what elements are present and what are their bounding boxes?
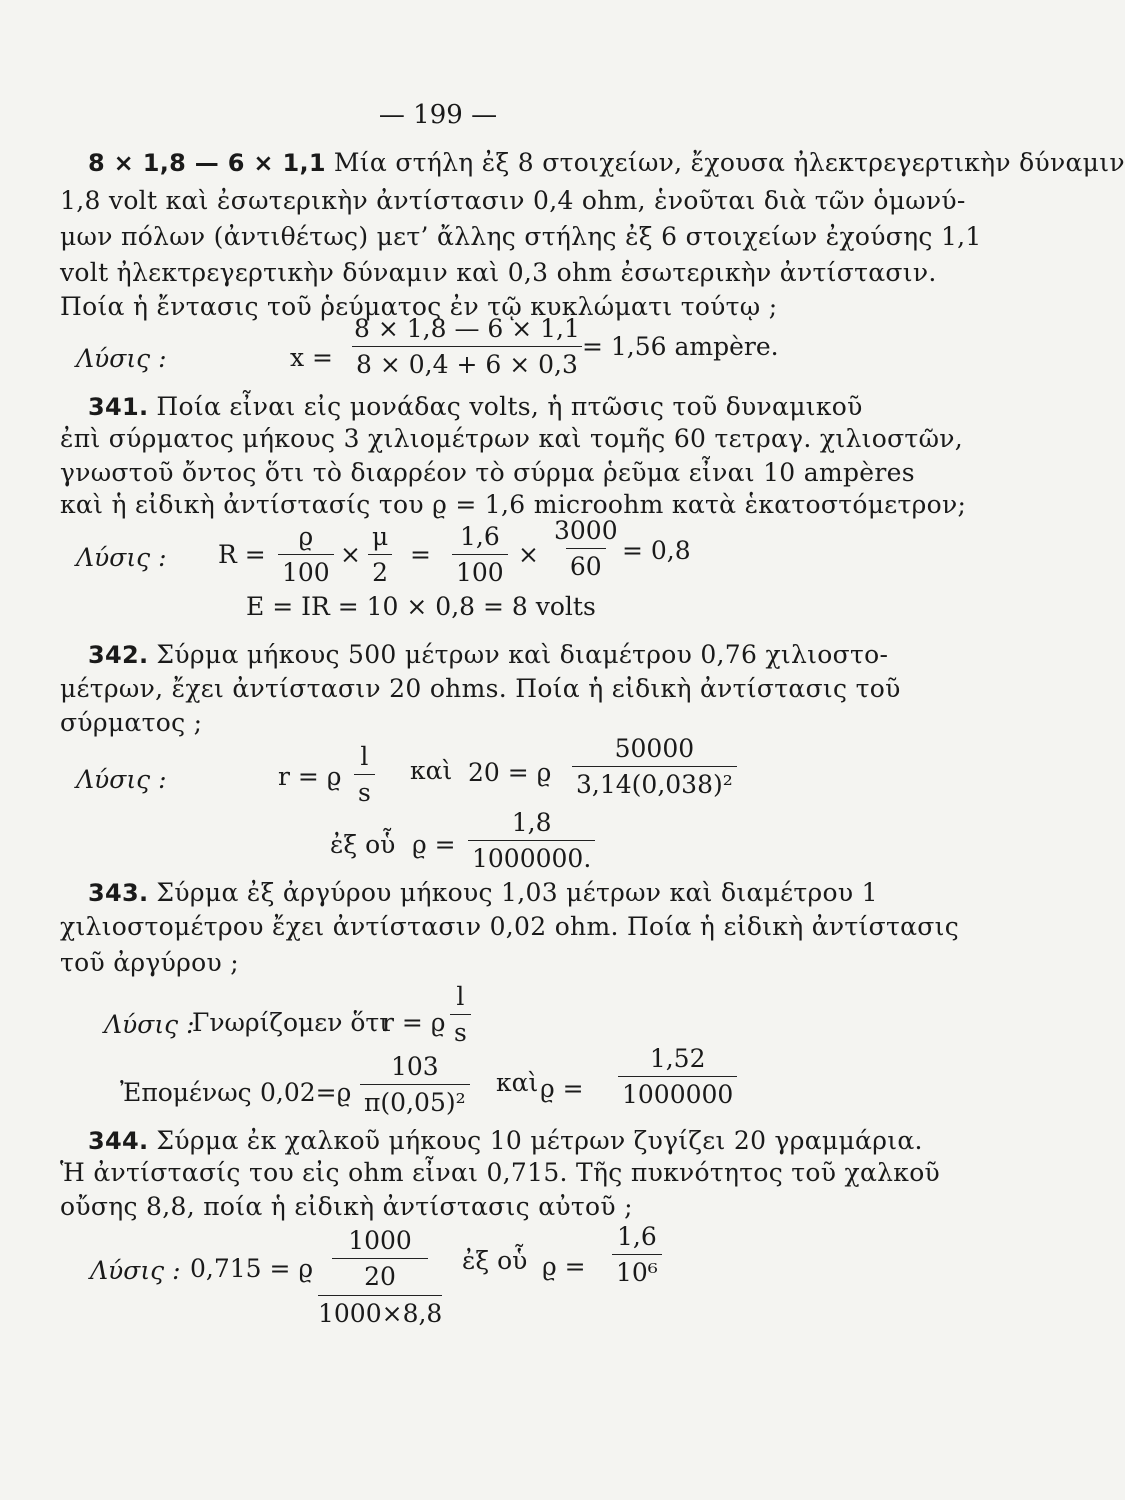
equation-lhs: r = ϱ xyxy=(382,1008,446,1037)
problem-number: 8 × 1,8 — 6 × 1,1 xyxy=(88,149,326,177)
numerator: 103 xyxy=(390,1052,439,1081)
equation-lhs: 0,715 = ϱ xyxy=(190,1254,314,1283)
equation-lhs: ϱ = xyxy=(542,1252,586,1281)
problem-343-line-3: τοῦ ἀργύρου ; xyxy=(60,948,239,977)
problem-340-line-4: volt ἠλεκτρεγερτικὴν δύναμιν καὶ 0,3 ohm ἐσωτερικὴν ἀντίστασιν. xyxy=(60,258,937,287)
problem-343-line-2: χιλιοστομέτρου ἔχει ἀντίστασιν 0,02 ohm. Ποία ἡ εἰδικὴ ἀντίστασις xyxy=(60,912,960,941)
equation-lhs: 0,02=ϱ xyxy=(260,1078,352,1107)
fraction xyxy=(452,522,508,587)
solution-label: Λύσις : xyxy=(76,344,167,373)
equation-lhs: R = xyxy=(218,540,266,569)
voltage-equation: E = IR = 10 × 0,8 = 8 volts xyxy=(246,592,596,621)
fraction xyxy=(278,522,334,587)
phrase-from-which: ἐξ οὗ xyxy=(330,830,396,859)
fraction xyxy=(612,1222,662,1287)
text: Σύρμα ἐκ χαλκοῦ μήκους 10 μέτρων ζυγίζει 20 γραμμάρια. xyxy=(156,1126,923,1155)
times-sign: × xyxy=(340,540,361,569)
conjunction: καὶ xyxy=(410,756,453,785)
numerator: ϱ xyxy=(298,522,314,551)
denominator: 2 xyxy=(368,554,392,587)
problem-344-line-1 xyxy=(88,1126,923,1155)
numerator: 1,6 xyxy=(617,1222,657,1251)
problem-342-line-1 xyxy=(88,640,888,669)
problem-340-line-5: Ποία ἡ ἔντασις τοῦ ῥεύματος ἐν τῷ κυκλώματι τούτῳ ; xyxy=(60,292,778,321)
denominator: 60 xyxy=(566,548,606,581)
denominator: s xyxy=(354,774,375,807)
solution-label: Λύσις : xyxy=(76,765,167,794)
problem-number: 343. xyxy=(88,879,149,907)
numerator: 50000 xyxy=(614,734,695,763)
denominator: 8 × 0,4 + 6 × 0,3 xyxy=(352,346,582,379)
text: Ποία εἶναι εἰς μονάδας volts, ἡ πτῶσις τοῦ δυναμικοῦ xyxy=(156,392,863,421)
equation-lhs: ϱ = xyxy=(540,1074,584,1103)
problem-343-line-1 xyxy=(88,878,878,907)
equals-sign: = xyxy=(410,540,431,569)
text: Σύρμα μήκους 500 μέτρων καὶ διαμέτρου 0,76 χιλιοστο- xyxy=(156,640,889,669)
denominator: 10⁶ xyxy=(612,1254,662,1287)
compound-fraction xyxy=(318,1226,442,1328)
problem-number: 344. xyxy=(88,1127,149,1155)
numerator: 8 × 1,8 — 6 × 1,1 xyxy=(354,314,580,343)
text: Σύρμα ἐξ ἀργύρου μήκους 1,03 μέτρων καὶ διαμέτρου 1 xyxy=(156,878,878,907)
solution-label: Λύσις : xyxy=(76,543,167,572)
fraction xyxy=(354,742,375,807)
numerator: 1000 xyxy=(348,1226,412,1255)
problem-341-line-4: καὶ ἡ εἰδικὴ ἀντίστασίς του ϱ = 1,6 microohm κατὰ ἑκατοστόμετρον; xyxy=(60,490,967,519)
equation-lhs: 20 = ϱ xyxy=(468,758,552,787)
text: Μία στήλη ἐξ 8 στοιχείων, ἔχουσα ἠλεκτρεγερτικὴν δύναμιν xyxy=(333,148,1125,177)
page-number: — 199 — xyxy=(378,100,498,130)
equation-result: = 1,56 ampère. xyxy=(582,332,779,361)
numerator: 1,52 xyxy=(649,1044,706,1073)
fraction xyxy=(468,808,595,873)
numerator: 3000 xyxy=(554,516,618,545)
fraction xyxy=(618,1044,737,1109)
denominator: 1000000 xyxy=(618,1076,737,1109)
denominator: 1000000. xyxy=(468,840,595,873)
problem-344-line-3: οὔσης 8,8, ποία ἡ εἰδικὴ ἀντίστασις αὐτοῦ ; xyxy=(60,1192,633,1221)
problem-342-line-3: σύρματος ; xyxy=(60,708,203,737)
numerator: 1,6 xyxy=(459,522,500,551)
fraction xyxy=(572,734,737,799)
inner-denominator: 20 xyxy=(332,1258,428,1291)
word-therefore: Ἐπομένως xyxy=(120,1078,252,1107)
denominator: 100 xyxy=(452,554,508,587)
numerator: l xyxy=(360,742,369,771)
fraction xyxy=(450,982,471,1047)
problem-340-line-2: 1,8 volt καὶ ἐσωτερικὴν ἀντίστασιν 0,4 ohm, ἑνοῦται διὰ τῶν ὁμωνύ- xyxy=(60,186,966,215)
denominator: s xyxy=(450,1014,471,1047)
numerator: μ xyxy=(372,522,389,551)
problem-340-line-3: μων πόλων (ἀντιθέτως) μετ’ ἄλλης στήλης ἐξ 6 στοιχείων ἐχούσης 1,1 xyxy=(60,222,982,251)
fraction xyxy=(360,1052,470,1117)
problem-number: 341. xyxy=(88,393,149,421)
fraction xyxy=(550,516,622,581)
times-sign: × xyxy=(518,540,539,569)
problem-341-line-2: ἐπὶ σύρματος μήκους 3 χιλιομέτρων καὶ τομῆς 60 τετραγ. χιλιοστῶν, xyxy=(60,424,963,453)
problem-340-line-1 xyxy=(88,148,1125,177)
phrase-we-know: Γνωρίζομεν ὅτι xyxy=(192,1008,390,1037)
solution-label: Λύσις : xyxy=(104,1010,195,1039)
fraction xyxy=(350,314,584,379)
conjunction: καὶ xyxy=(496,1068,539,1097)
denominator: π(0,05)² xyxy=(360,1084,470,1117)
problem-342-line-2: μέτρων, ἔχει ἀντίστασιν 20 ohms. Ποία ἡ εἰδικὴ ἀντίστασις τοῦ xyxy=(60,674,901,703)
numerator: 1,8 xyxy=(511,808,552,837)
phrase-from-which: ἐξ οὗ xyxy=(462,1246,528,1275)
problem-number: 342. xyxy=(88,641,149,669)
problem-344-line-2: Ἡ ἀντίστασίς του εἰς ohm εἶναι 0,715. Τῆς πυκνότητος τοῦ χαλκοῦ xyxy=(60,1158,941,1187)
numerator: l xyxy=(456,982,465,1011)
denominator: 3,14(0,038)² xyxy=(572,766,737,799)
fraction xyxy=(368,522,392,587)
problem-341-line-1 xyxy=(88,392,863,421)
problem-341-line-3: γνωστοῦ ὄντος ὅτι τὸ διαρρέον τὸ σύρμα ῥεῦμα εἶναι 10 ampères xyxy=(60,458,915,487)
equation-lhs: ϱ = xyxy=(412,830,456,859)
denominator: 100 xyxy=(278,554,334,587)
equation-lhs: x = xyxy=(290,343,333,372)
outer-denominator: 1000×8,8 xyxy=(318,1295,442,1328)
equation-result: = 0,8 xyxy=(622,536,691,565)
solution-label: Λύσις : xyxy=(90,1256,181,1285)
equation-lhs: r = ϱ xyxy=(278,762,342,791)
